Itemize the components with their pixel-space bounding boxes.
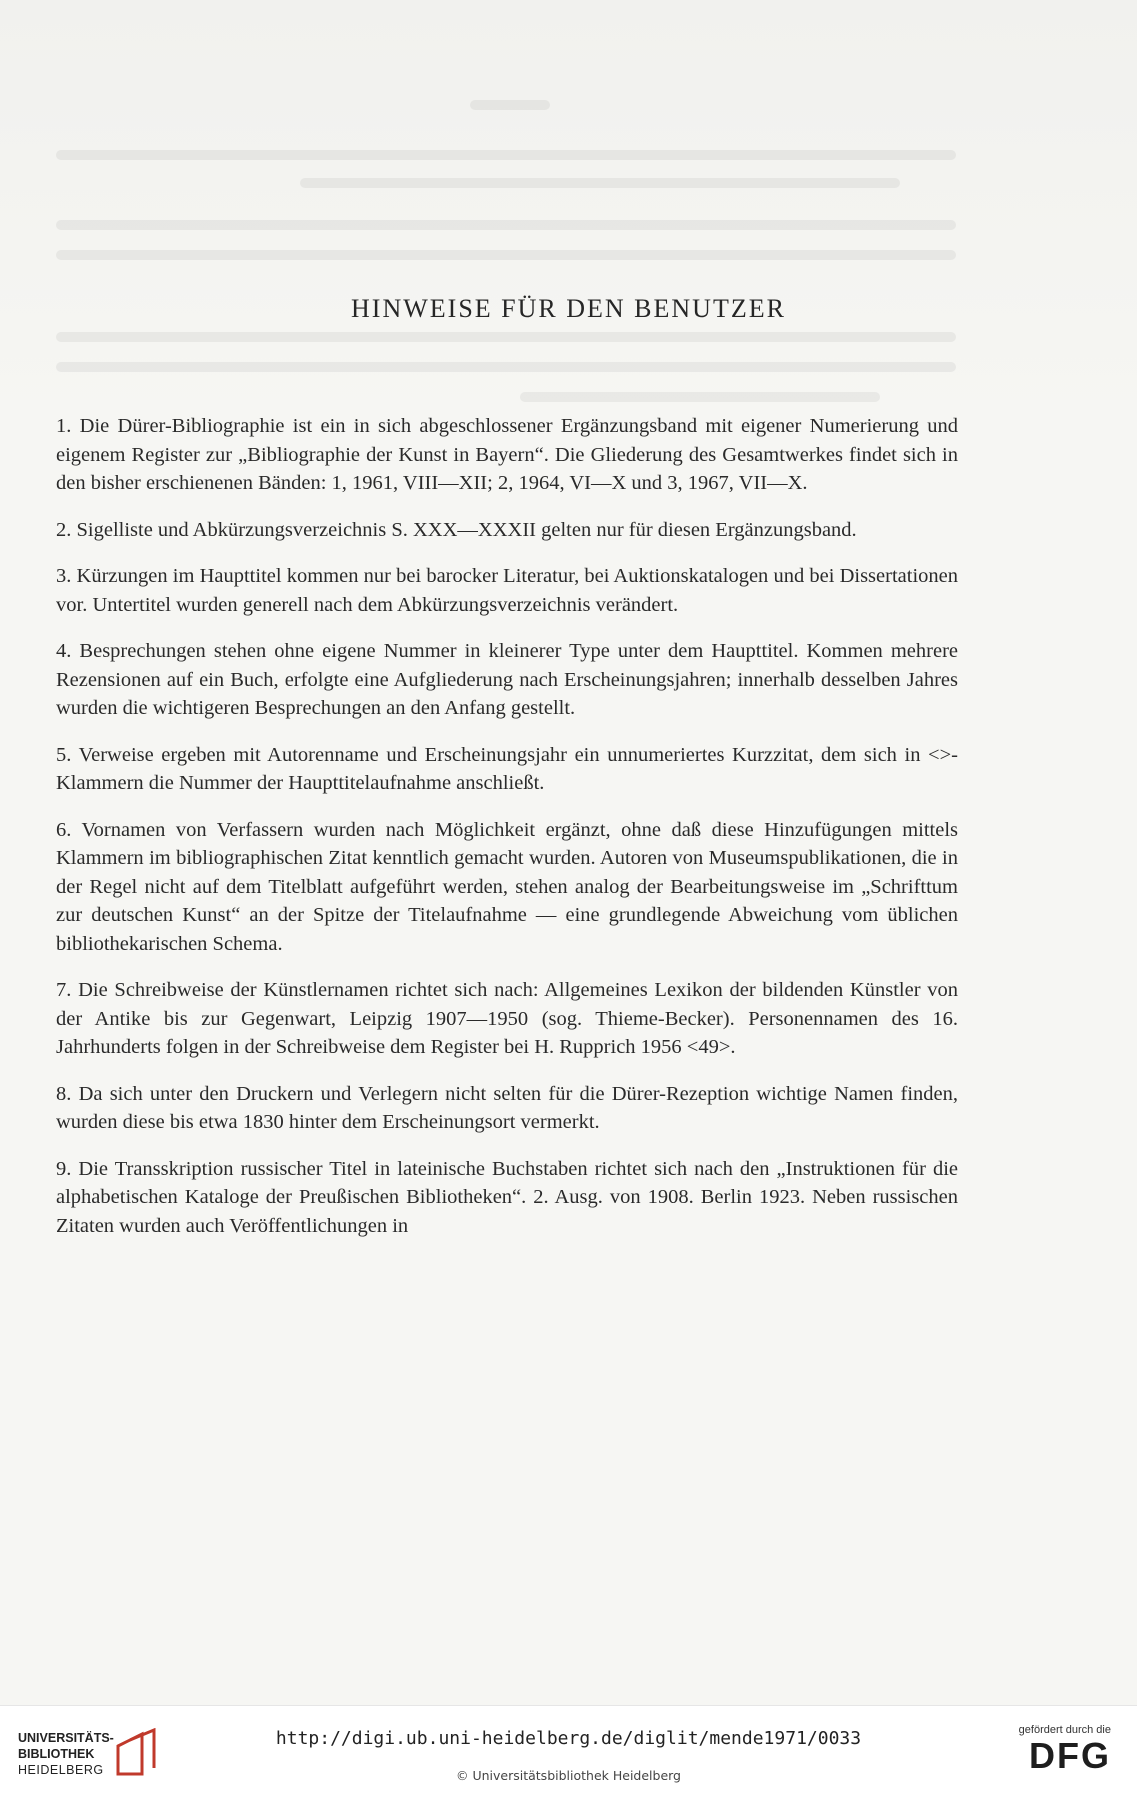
paragraph-6: 6. Vornamen von Verfassern wurden nach Möglichkeit ergänzt, ohne daß diese Hinzufügungen mittels Klammern im bibliographischen Zitat kenntlich gemacht wurden. Autoren von Museumspublikationen, die in der Regel nicht auf dem Titelblatt aufgeführt werden, stehen analog der Bearbeitungsweise im „Schrifttum zur deutschen Kunst“ an der Spitze der Titelaufnahme — eine grundlegende Abweichung vom üblichen bibliothekarischen Schema. (56, 818, 958, 955)
permalink-url[interactable]: http://digi.ub.uni-heidelberg.de/diglit/mende1971/0033 (275, 1728, 862, 1749)
library-name-line2: BIBLIOTHEK (18, 1747, 95, 1761)
library-name-line3: HEIDELBERG (18, 1763, 104, 1777)
paragraph-2: 2. Sigelliste und Abkürzungsverzeichnis S. XXX—XXXII gelten nur für diesen Ergänzungsband. (56, 518, 857, 541)
page-heading: HINWEISE FÜR DEN BENUTZER (351, 294, 786, 323)
paragraph-8: 8. Da sich unter den Druckern und Verlegern nicht selten für die Dürer-Rezeption wichtige Namen finden, wurden diese bis etwa 1830 hinter dem Erscheinungsort vermerkt. (56, 1082, 958, 1133)
bleed-through-line (56, 362, 956, 372)
paragraph-4: 4. Besprechungen stehen ohne eigene Nummer in kleinerer Type unter dem Haupttitel. Kommen mehrere Rezensionen auf ein Buch, erfolgte eine Aufgliederung nach Erscheinungsjahren; innerhalb desselben Jahres wurden die wichtigeren Besprechungen an den Anfang gestellt. (56, 640, 958, 719)
bleed-through-area (0, 0, 1137, 420)
paragraph-1: 1. Die Dürer-Bibliographie ist ein in sich abgeschlossener Ergänzungsband mit eigener Numerierung und eigenem Register zur „Bibliographie der Kunst in Bayern“. Die Gliederung des Gesamtwerkes findet sich in den bisher erschienenen Bänden: 1, 1961, VIII—XII; 2, 1964, VI—X und 3, 1967, VII—X. (56, 415, 958, 494)
paragraph-9: 9. Die Transskription russischer Titel in lateinische Buchstaben richtet sich nach den „Instruktionen für die alphabetischen Kataloge der Preußischen Bibliotheken“. 2. Ausg. von 1908. Berlin 1923. Neben russischen Zitaten wurden auch Veröffentlichungen in (56, 1157, 958, 1237)
paragraph-7: 7. Die Schreibweise der Künstlernamen richtet sich nach: Allgemeines Lexikon der bildenden Künstler von der Antike bis zur Gegenwart, Leipzig 1907—1950 (sog. Thieme-Becker). Personennamen des 16. Jahrhunderts folgen in der Schreibweise dem Register bei H. Rupprich 1956 <49>. (56, 979, 958, 1058)
paragraph-5: 5. Verweise ergeben mit Autorenname und Erscheinungsjahr ein unnumeriertes Kurzzitat, dem sich in <>-Klammern die Nummer der Haupttitelaufnahme anschließt. (56, 743, 958, 794)
bleed-through-line (56, 220, 956, 230)
body-text (56, 412, 958, 1258)
bleed-through-line (56, 250, 956, 260)
dfg-funding-label: gefördert durch die (1018, 1724, 1111, 1736)
bleed-through-line (520, 392, 880, 402)
dfg-logo-text: DFG (1029, 1735, 1111, 1776)
bleed-through-line (300, 178, 900, 188)
bleed-through-line (470, 100, 550, 110)
viewer-footer (0, 1705, 1137, 1800)
bleed-through-line (56, 150, 956, 160)
library-name-line1: UNIVERSITÄTS- (18, 1731, 114, 1745)
paragraph-3: 3. Kürzungen im Haupttitel kommen nur bei barocker Literatur, bei Auktionskatalogen und bei Dissertationen vor. Untertitel wurden generell nach dem Abkürzungsverzeichnis verändert. (56, 565, 958, 616)
copyright-notice: © Universitätsbibliothek Heidelberg (455, 1768, 681, 1783)
dfg-logo[interactable] (1011, 1724, 1111, 1776)
bleed-through-line (56, 332, 956, 342)
